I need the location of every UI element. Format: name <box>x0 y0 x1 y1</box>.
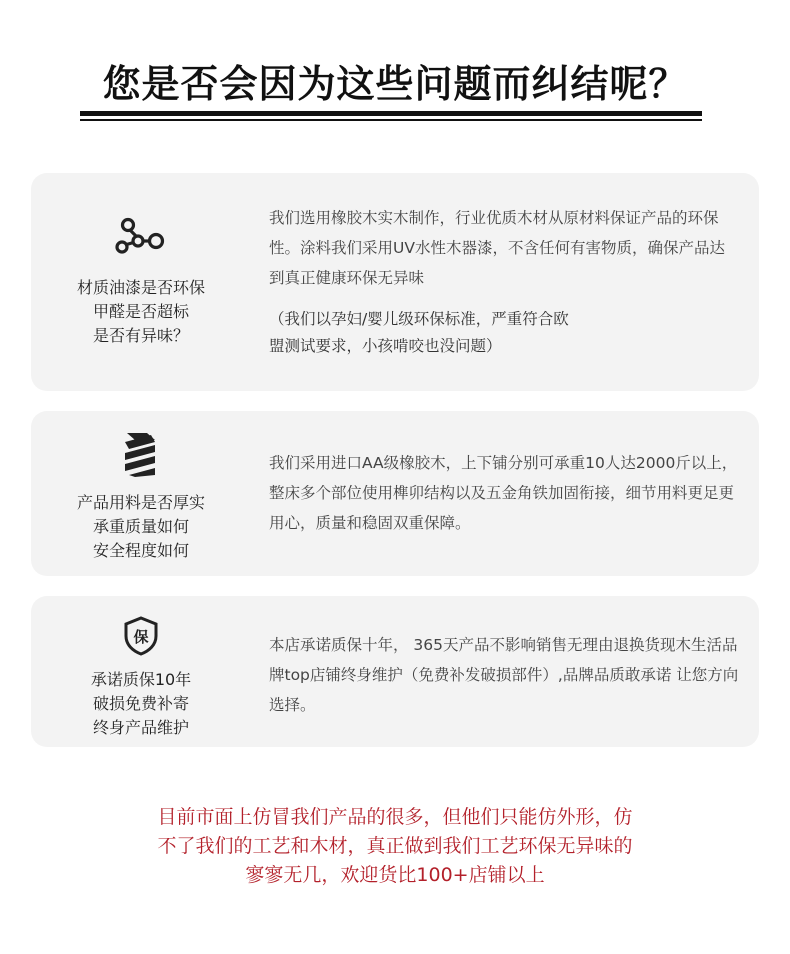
card-note-line: （我们以孕妇/婴儿级环保标准，严重符合欧 <box>269 310 569 328</box>
shield-bao-glyph: 保 <box>133 628 149 646</box>
card-title-line: 安全程度如何 <box>92 541 189 560</box>
page-title: 您是否会因为这些问题而纠结呢？ <box>102 62 688 106</box>
card-title-line: 产品用料是否厚实 <box>76 493 205 512</box>
footer-line: 不了我们的工艺和木材，真正做到我们工艺环保无异味的 <box>157 835 633 857</box>
headline-wrap <box>0 58 790 110</box>
card-left-column <box>31 431 251 563</box>
shield-bao-icon <box>121 616 161 656</box>
card-title-line: 是否有异味？ <box>92 326 189 345</box>
info-card-materials <box>31 173 759 391</box>
card-description: 本店承诺质保十年， 365天产品不影响销售无理由退换货现木生活品牌top店铺终身维护（免费补发破损部件）,品牌品质敢承诺 让您方向选择。 <box>269 636 739 714</box>
card-title-line: 承诺质保10年 <box>90 670 192 689</box>
card-left-column <box>31 616 251 740</box>
card-left-column <box>31 213 251 348</box>
card-title <box>31 276 251 348</box>
title-underline-thick <box>80 111 702 116</box>
card-title-line: 材质油漆是否环保 <box>76 278 205 297</box>
card-note <box>269 306 739 360</box>
info-card-warranty <box>31 596 759 747</box>
footer-notice <box>0 803 790 890</box>
footer-line: 目前市面上仿冒我们产品的很多，但他们只能仿外形，仿 <box>157 806 633 828</box>
footer-line: 寥寥无几，欢迎货比100+店铺以上 <box>245 864 545 886</box>
card-title <box>31 491 251 563</box>
title-underline-thin <box>80 119 702 121</box>
card-description: 我们选用橡胶木实木制作，行业优质木材从原材料保证产品的环保性。涂料我们采用UV水性木器漆，不含任何有害物质，确保产品达到真正健康环保无异味 <box>269 209 725 287</box>
card-note-line: 盟测试要求，小孩啃咬也没问题） <box>269 337 502 355</box>
stacked-layers-icon <box>121 431 161 479</box>
molecule-icon <box>114 213 168 259</box>
card-title-line: 甲醛是否超标 <box>92 302 189 321</box>
card-description: 我们采用进口AA级橡胶木，上下铺分别可承重10人达2000斤以上，整床多个部位使用榫卯结构以及五金角铁加固衔接，细节用料更足更用心，质量和稳固双重保障。 <box>269 454 738 532</box>
card-title <box>31 668 251 740</box>
info-card-build-quality <box>31 411 759 576</box>
card-title-line: 承重质量如何 <box>92 517 189 536</box>
card-title-line: 破损免费补寄 <box>92 694 189 713</box>
card-title-line: 终身产品维护 <box>92 718 189 737</box>
